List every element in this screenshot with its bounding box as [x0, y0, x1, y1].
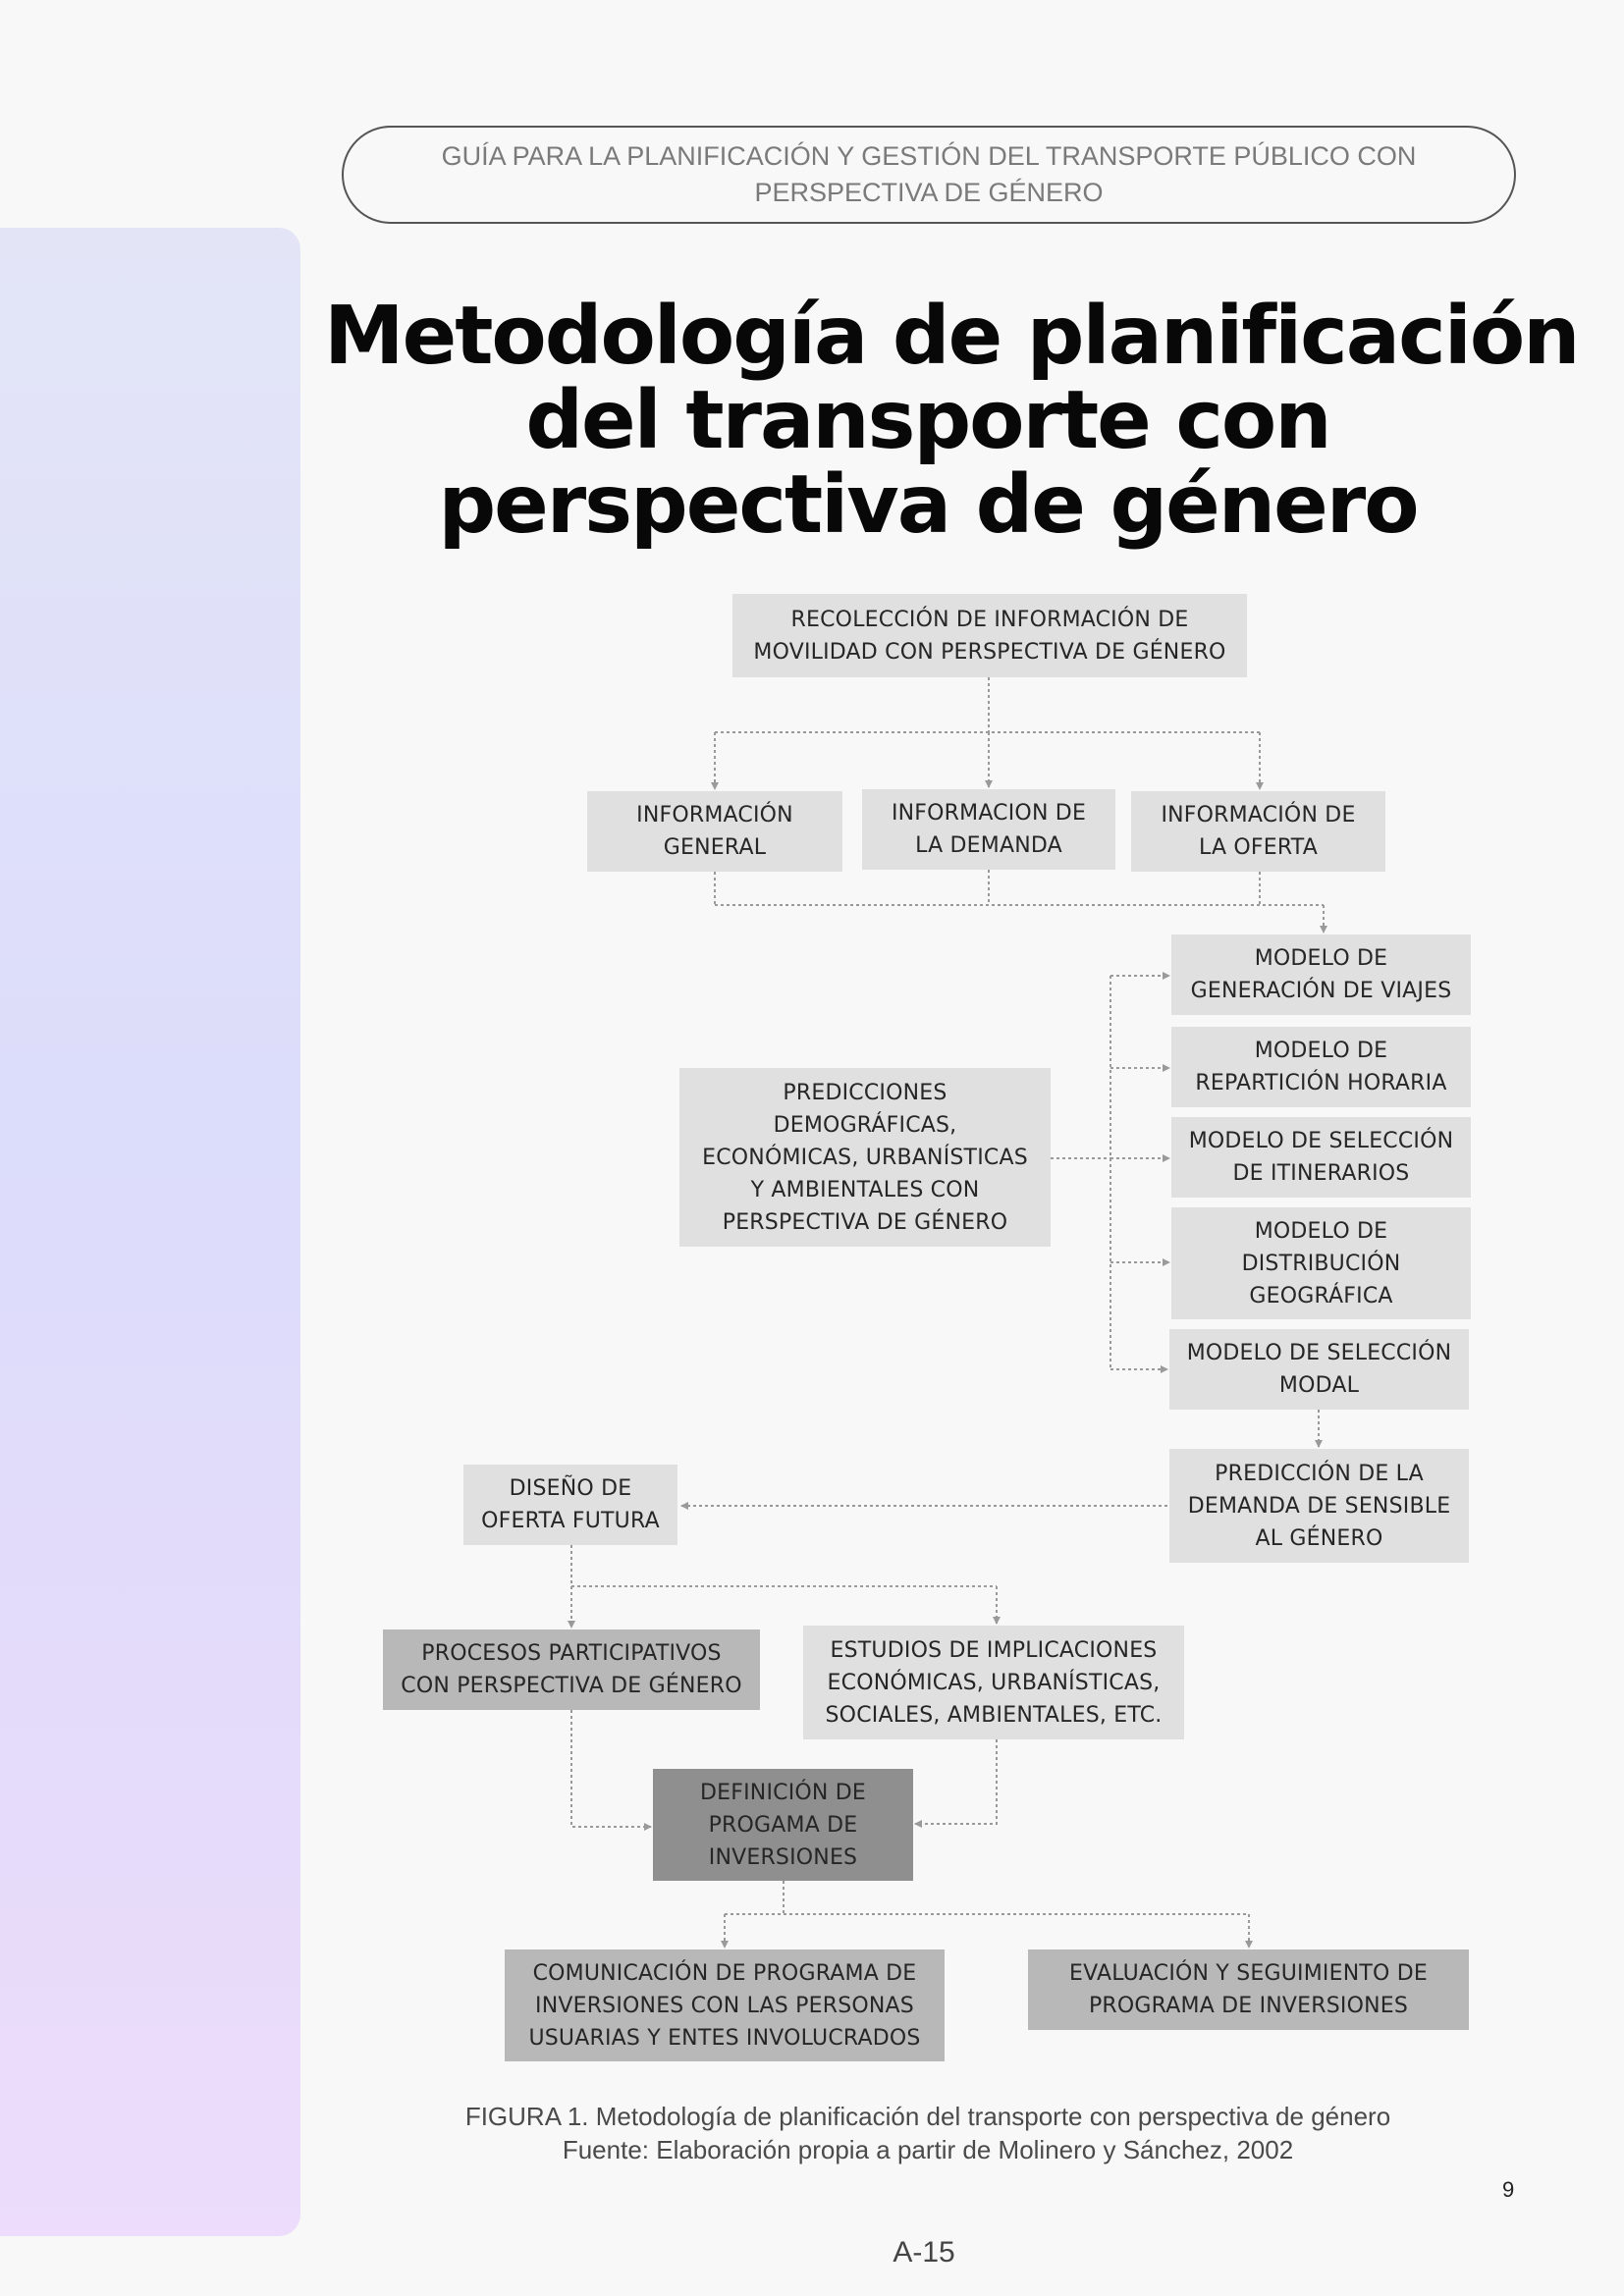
box-informacion-general: [587, 791, 842, 872]
box-text: AL GÉNERO: [1255, 1525, 1383, 1551]
box-modelo-distribucion-geografica: [1171, 1207, 1471, 1319]
box-text: ESTUDIOS DE IMPLICACIONES: [830, 1637, 1158, 1663]
box-modelo-seleccion-modal: [1169, 1329, 1469, 1410]
box-comunicacion-programa: [505, 1949, 945, 2061]
box-evaluacion-seguimiento: [1028, 1949, 1469, 2030]
box-text: PERSPECTIVA DE GÉNERO: [722, 1209, 1008, 1235]
caption-line-1: FIGURA 1. Metodología de planificación del transporte con perspectiva de género: [464, 2102, 1391, 2131]
box-recoleccion-informacion: [732, 594, 1247, 677]
box-estudios-implicaciones: [803, 1626, 1184, 1739]
box-text: PREDICCIÓN DE LA: [1215, 1461, 1424, 1486]
title-line-3: perspectiva de género: [438, 458, 1418, 552]
page-number: 9: [1502, 2177, 1515, 2202]
box-text: DISEÑO DE: [509, 1476, 632, 1501]
caption-line-2: Fuente: Elaboración propia a partir de Molinero y Sánchez, 2002: [562, 2135, 1294, 2164]
box-text: RECOLECCIÓN DE INFORMACIÓN DE: [790, 607, 1189, 632]
connector-estudios-to-definicion: [915, 1739, 997, 1824]
box-text: MOVILIDAD CON PERSPECTIVA DE GÉNERO: [753, 639, 1226, 665]
box-text: PREDICCIONES: [783, 1080, 947, 1105]
box-text: GEOGRÁFICA: [1249, 1283, 1393, 1308]
box-text: DE ITINERARIOS: [1232, 1161, 1410, 1186]
box-text: REPARTICIÓN HORARIA: [1195, 1071, 1447, 1095]
box-text: DEFINICIÓN DE: [700, 1780, 866, 1805]
box-text: EVALUACIÓN Y SEGUIMIENTO DE: [1069, 1961, 1428, 1986]
title-line-2: del transporte con: [525, 374, 1330, 467]
box-text: MODELO DE: [1254, 1218, 1388, 1244]
box-text: PROGRAMA DE INVERSIONES: [1088, 1994, 1409, 2018]
box-predicciones: [679, 1068, 1051, 1247]
box-text: MODELO DE: [1254, 946, 1388, 971]
box-text: MODELO DE SELECCIÓN: [1186, 1341, 1452, 1365]
box-definicion-programa-inversiones: [653, 1769, 913, 1881]
box-text: INVERSIONES: [708, 1844, 858, 1870]
box-modelo-reparticion-horaria: [1171, 1027, 1471, 1107]
box-procesos-participativos: [383, 1629, 760, 1710]
box-informacion-oferta: [1131, 791, 1385, 872]
box-text: GENERAL: [663, 835, 767, 860]
box-text: CON PERSPECTIVA DE GÉNERO: [401, 1674, 742, 1698]
box-text: Y AMBIENTALES CON: [750, 1177, 980, 1202]
connector-procesos-to-definicion: [571, 1710, 651, 1827]
box-text: PROCESOS PARTICIPATIVOS: [421, 1641, 722, 1666]
figure-caption: [324, 2100, 1532, 2166]
box-text: DEMANDA DE SENSIBLE: [1187, 1493, 1451, 1519]
box-diseno-oferta-futura: [463, 1465, 677, 1545]
box-prediccion-demanda: [1169, 1449, 1469, 1563]
box-text: ECONÓMICAS, URBANÍSTICAS,: [827, 1670, 1161, 1695]
footer-code: A-15: [893, 2236, 955, 2269]
box-text: INVERSIONES CON LAS PERSONAS: [535, 1993, 914, 2018]
box-text: MODELO DE: [1254, 1039, 1388, 1063]
box-text: USUARIAS Y ENTES INVOLUCRADOS: [528, 2025, 921, 2051]
box-modelo-seleccion-itinerarios: [1171, 1117, 1471, 1198]
box-text: LA OFERTA: [1199, 835, 1318, 860]
box-text: INFORMACION DE: [891, 801, 1087, 826]
title-line-1: Metodología de planificación: [324, 290, 1579, 383]
box-text: MODELO DE SELECCIÓN: [1188, 1129, 1454, 1153]
box-text: INFORMACIÓN: [636, 803, 793, 828]
box-text: OFERTA FUTURA: [481, 1509, 660, 1533]
header-line-1: GUÍA PARA LA PLANIFICACIÓN Y GESTIÓN DEL TRANSPORTE PÚBLICO CON: [441, 141, 1417, 171]
box-text: GENERACIÓN DE VIAJES: [1190, 979, 1452, 1003]
box-text: DISTRIBUCIÓN: [1241, 1251, 1401, 1276]
box-text: ECONÓMICAS, URBANÍSTICAS: [702, 1145, 1028, 1170]
box-text: PROGAMA DE: [708, 1812, 858, 1838]
box-text: LA DEMANDA: [915, 833, 1062, 858]
box-text: MODAL: [1278, 1373, 1360, 1398]
box-modelo-generacion-viajes: [1171, 934, 1471, 1015]
box-informacion-demanda: [862, 789, 1115, 870]
box-text: SOCIALES, AMBIENTALES, ETC.: [825, 1702, 1163, 1728]
box-text: DEMOGRÁFICAS,: [773, 1112, 957, 1138]
header-line-2: PERSPECTIVA DE GÉNERO: [754, 178, 1104, 207]
box-text: INFORMACIÓN DE: [1161, 803, 1356, 828]
box-text: COMUNICACIÓN DE PROGRAMA DE: [532, 1960, 917, 1986]
